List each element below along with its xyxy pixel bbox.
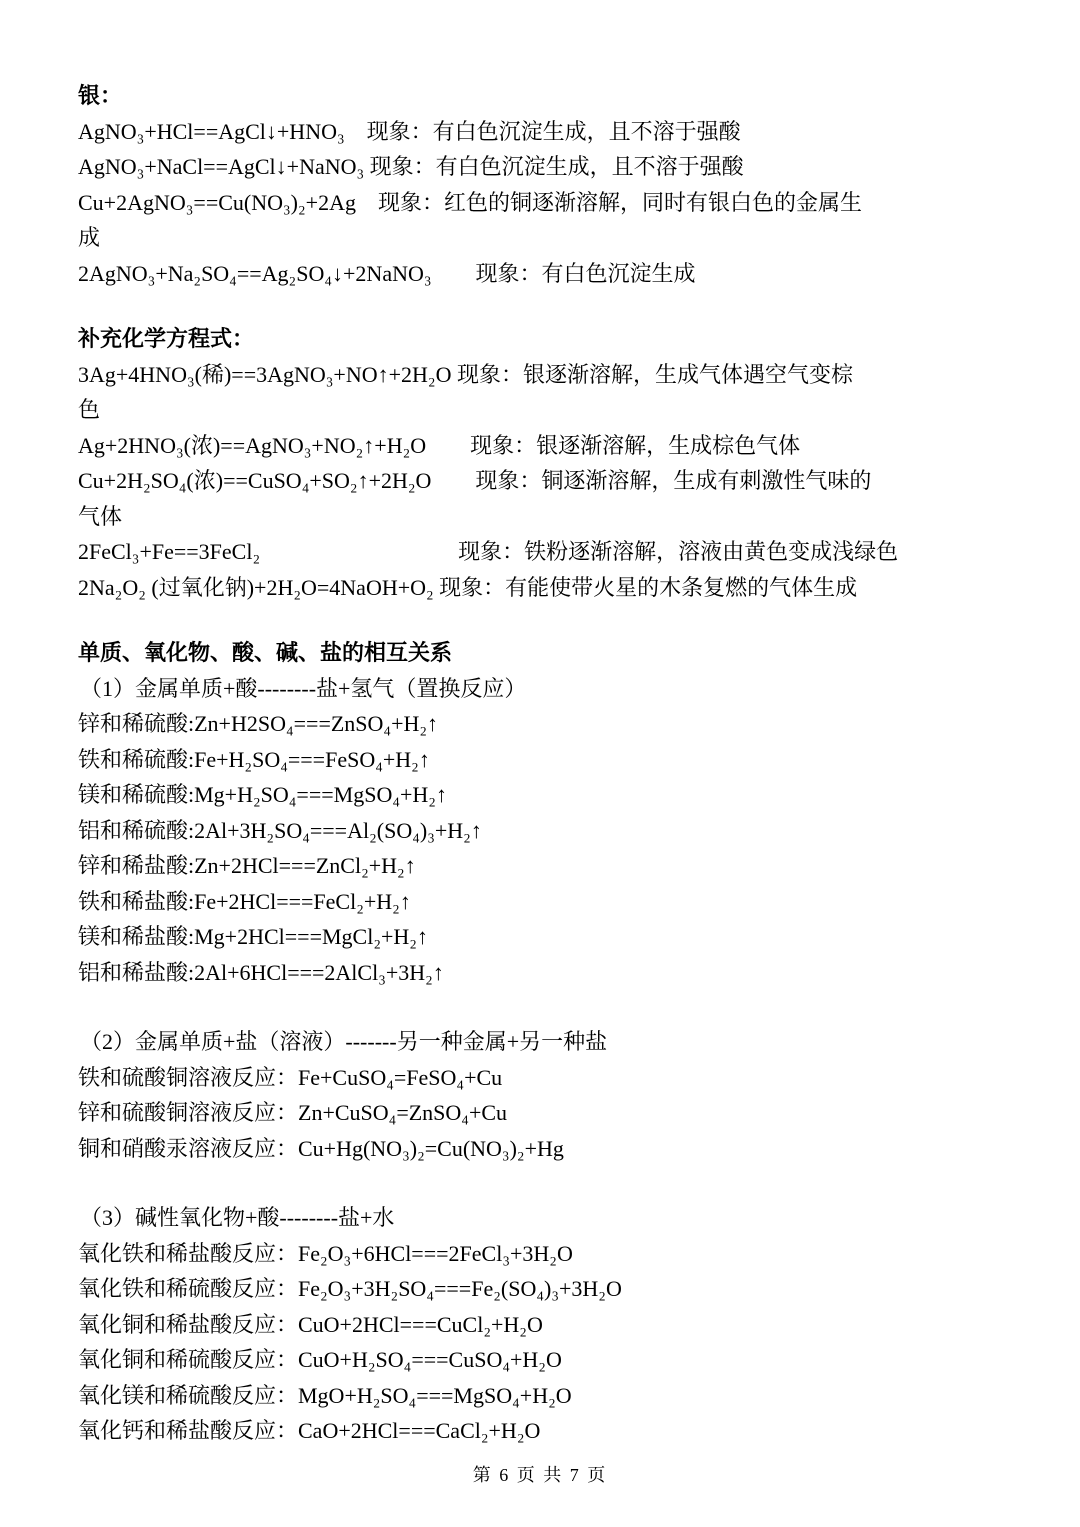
supplement-line: Cu+2H₂SO₄(浓)==CuSO₄+SO₂↑+2H₂O 现象：铜逐渐溶解，生成有刺激性气味的 bbox=[78, 468, 872, 493]
group2-line: 锌和硫酸铜溶液反应：Zn+CuSO₄=ZnSO₄+Cu bbox=[78, 1100, 508, 1125]
supplement-line: 3Ag+4HNO₃(稀)==3AgNO₃+NO↑+2H₂O 现象：银逐渐溶解，生成气体遇空气变棕 bbox=[78, 361, 853, 387]
silver-line: AgNO₃+HCl==AgCl↓+HNO₃ 现象：有白色沉淀生成，且不溶于强酸 bbox=[78, 118, 741, 144]
group1-title: （1）金属单质+酸--------盐+氢气（置换反应） bbox=[80, 675, 527, 701]
supplement-line: 2Na₂O₂ (过氧化钠)+2H₂O=4NaOH+O₂ 现象：有能使带火星的木条复燃的气体生成 bbox=[78, 574, 858, 600]
supplement-line: 2FeCl₃+Fe==3FeCl₂ 现象：铁粉逐渐溶解，溶液由黄色变成浅绿色 bbox=[78, 539, 899, 564]
group3-line: 氧化铜和稀盐酸反应：CuO+2HCl===CuCl₂+H₂O bbox=[78, 1311, 543, 1337]
group2-line: 铁和硫酸铜溶液反应：Fe+CuSO₄=FeSO₄+Cu bbox=[78, 1064, 503, 1090]
silver-line: 2AgNO₃+Na₂SO₄==Ag₂SO₄↓+2NaNO₃ 现象：有白色沉淀生成 bbox=[78, 260, 696, 286]
relations-heading: 单质、氧化物、酸、碱、盐的相互关系 bbox=[78, 640, 453, 665]
group3-line: 氧化钙和稀盐酸反应：CaO+2HCl===CaCl₂+H₂O bbox=[78, 1418, 541, 1443]
group2-line: 铜和硝酸汞溶液反应：Cu+Hg(NO₃)₂=Cu(NO₃)₂+Hg bbox=[78, 1135, 564, 1161]
silver-line: Cu+2AgNO₃==Cu(NO₃)₂+2Ag 现象：红色的铜逐渐溶解，同时有银白色的金属生 bbox=[78, 189, 862, 215]
group1-line: 铝和稀盐酸:2Al+6HCl===2AlCl₃+3H₂↑ bbox=[78, 959, 444, 985]
group1-line: 铝和稀硫酸:2Al+3H₂SO₄===Al₂(SO₄)₃+H₂↑ bbox=[78, 817, 482, 843]
group1-line: 锌和稀硫酸:Zn+H2SO₄===ZnSO₄+H₂↑ bbox=[78, 711, 439, 736]
silver-heading: 银： bbox=[78, 83, 123, 108]
group1-line: 铁和稀硫酸:Fe+H₂SO₄===FeSO₄+H₂↑ bbox=[78, 746, 430, 772]
group1-line: 锌和稀盐酸:Zn+2HCl===ZnCl₂+H₂↑ bbox=[78, 853, 416, 878]
page-number-footer: 第 6 页 共 7 页 bbox=[472, 1465, 608, 1485]
supplement-heading: 补充化学方程式： bbox=[78, 326, 255, 351]
page-content bbox=[78, 78, 998, 1449]
group3-title: （3）碱性氧化物+酸--------盐+水 bbox=[80, 1205, 395, 1230]
group1-line: 铁和稀盐酸:Fe+2HCl===FeCl₂+H₂↑ bbox=[78, 888, 411, 914]
group1-line: 镁和稀盐酸:Mg+2HCl===MgCl₂+H₂↑ bbox=[78, 924, 428, 949]
group3-line: 氧化铁和稀盐酸反应：Fe₂O₃+6HCl===2FeCl₃+3H₂O bbox=[78, 1240, 573, 1266]
silver-line: 成 bbox=[78, 225, 101, 250]
supplement-line: 气体 bbox=[78, 503, 123, 529]
group3-line: 氧化镁和稀硫酸反应：MgO+H₂SO₄===MgSO₄+H₂O bbox=[78, 1382, 572, 1408]
group2-title: （2）金属单质+盐（溶液）-------另一种金属+另一种盐 bbox=[80, 1029, 608, 1054]
group3-line: 氧化铜和稀硫酸反应：CuO+H₂SO₄===CuSO₄+H₂O bbox=[78, 1347, 562, 1372]
group3-line: 氧化铁和稀硫酸反应：Fe₂O₃+3H₂SO₄===Fe₂(SO₄)₃+3H₂O bbox=[78, 1276, 622, 1301]
group1-line: 镁和稀硫酸:Mg+H₂SO₄===MgSO₄+H₂↑ bbox=[78, 782, 447, 807]
silver-line: AgNO₃+NaCl==AgCl↓+NaNO₃ 现象：有白色沉淀生成，且不溶于强酸 bbox=[78, 154, 744, 179]
supplement-line: 色 bbox=[78, 397, 101, 422]
supplement-line: Ag+2HNO₃(浓)==AgNO₃+NO₂↑+H₂O 现象：银逐渐溶解，生成棕色气体 bbox=[78, 432, 801, 458]
